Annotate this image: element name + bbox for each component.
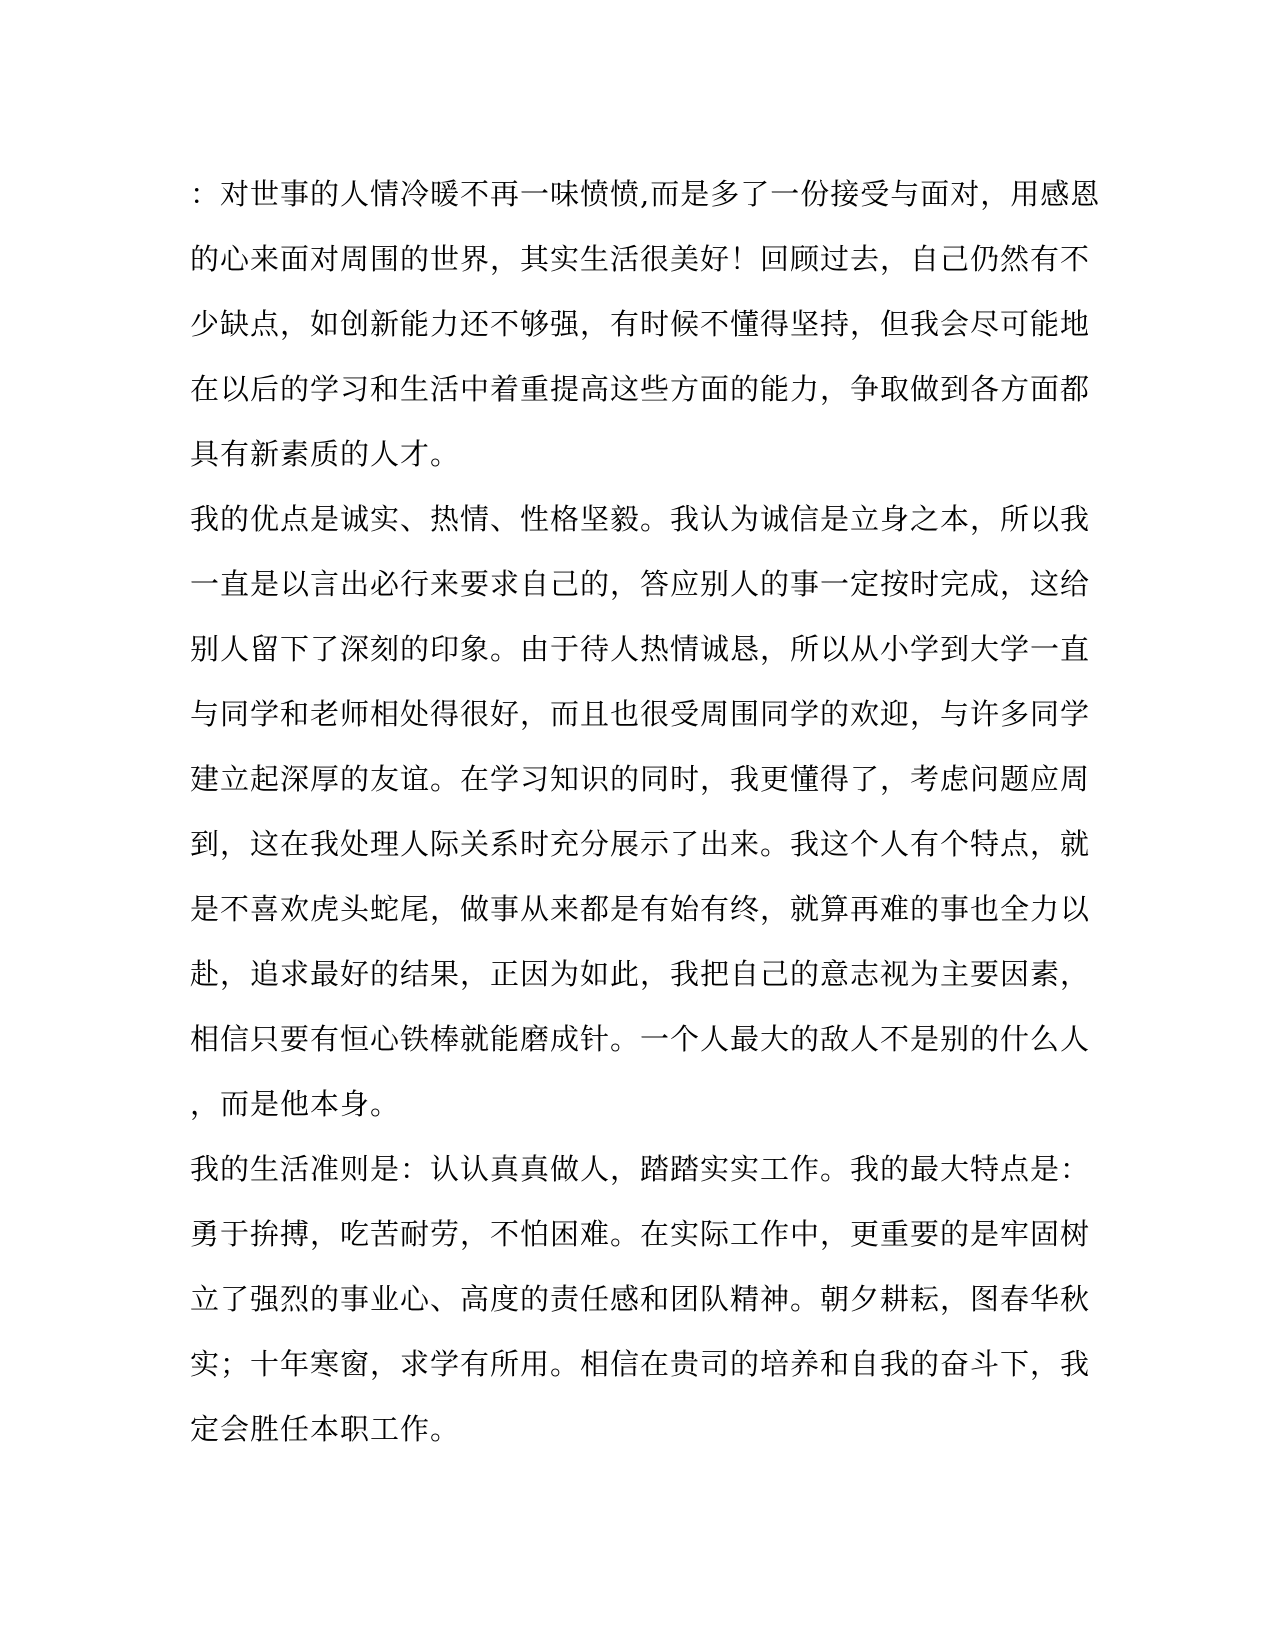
text-line: 立了强烈的事业心、高度的责任感和团队精神。朝夕耕耘，图春华秋 [190, 1282, 1091, 1316]
text-line: 实；十年寒窗，求学有所用。相信在贵司的培养和自我的奋斗下，我 [190, 1347, 1091, 1381]
text-line: 定会胜任本职工作。 [190, 1412, 461, 1446]
text-line: 在以后的学习和生活中着重提高这些方面的能力，争取做到各方面都 [190, 372, 1091, 406]
text-line: 的心来面对周围的世界，其实生活很美好！回顾过去，自己仍然有不 [190, 242, 1091, 276]
body-text [190, 162, 1101, 1462]
text-line: 具有新素质的人才。 [190, 437, 461, 471]
text-line: 我的生活准则是：认认真真做人，踏踏实实工作。我的最大特点是： [190, 1152, 1091, 1186]
text-line: 是不喜欢虎头蛇尾，做事从来都是有始有终，就算再难的事也全力以 [190, 892, 1091, 926]
text-line: 我的优点是诚实、热情、性格坚毅。我认为诚信是立身之本，所以我 [190, 502, 1091, 536]
text-line: 相信只要有恒心铁棒就能磨成针。一个人最大的敌人不是别的什么人 [190, 1022, 1091, 1056]
text-line: 赴，追求最好的结果，正因为如此，我把自己的意志视为主要因素， [190, 957, 1091, 991]
text-line: 别人留下了深刻的印象。由于待人热情诚恳，所以从小学到大学一直 [190, 632, 1091, 666]
text-line: 建立起深厚的友谊。在学习知识的同时，我更懂得了，考虑问题应周 [190, 762, 1091, 796]
text-line: ，而是他本身。 [190, 1087, 401, 1121]
text-line: 少缺点，如创新能力还不够强，有时候不懂得坚持，但我会尽可能地 [190, 307, 1091, 341]
text-line: 勇于拚搏，吃苦耐劳，不怕困难。在实际工作中，更重要的是牢固树 [190, 1217, 1091, 1251]
text-line: 一直是以言出必行来要求自己的，答应别人的事一定按时完成，这给 [190, 567, 1091, 601]
text-line: 到，这在我处理人际关系时充分展示了出来。我这个人有个特点，就 [190, 827, 1091, 861]
text-line: ：对世事的人情冷暖不再一味愤愤,而是多了一份接受与面对，用感恩 [190, 177, 1101, 211]
text-line: 与同学和老师相处得很好，而且也很受周围同学的欢迎，与许多同学 [190, 697, 1091, 731]
